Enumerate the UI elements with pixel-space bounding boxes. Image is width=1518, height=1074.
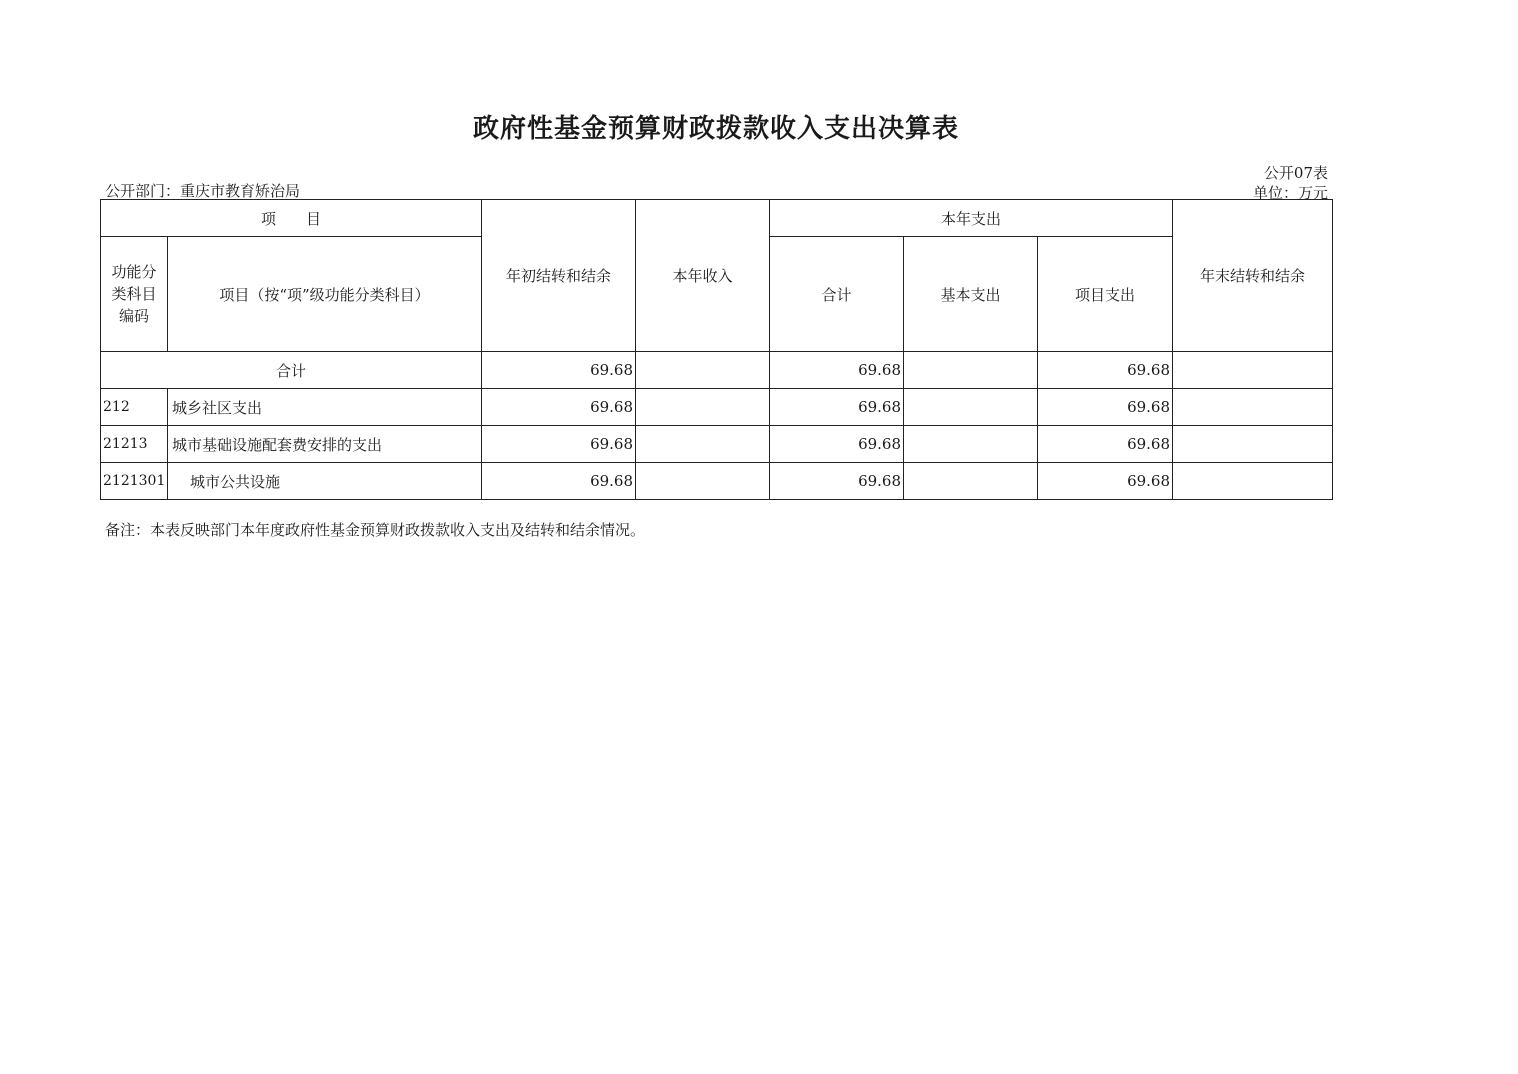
- total-basic: [904, 352, 1038, 389]
- total-label: 合计: [101, 352, 482, 389]
- header-begin-balance: 年初结转和结余: [482, 200, 636, 352]
- department-label: 公开部门：重庆市教育矫治局: [105, 182, 301, 200]
- row-end-balance: [1173, 389, 1333, 426]
- row-begin-balance: 69.68: [482, 463, 636, 500]
- table-row-total: [101, 352, 1333, 389]
- row-basic: [904, 426, 1038, 463]
- row-total: 69.68: [770, 463, 904, 500]
- total-income: [636, 352, 770, 389]
- row-name: 城市公共设施: [168, 463, 482, 500]
- header-project-exp: 项目支出: [1038, 237, 1173, 352]
- header-end-balance: 年末结转和结余: [1173, 200, 1333, 352]
- row-project-exp: 69.68: [1038, 389, 1173, 426]
- row-begin-balance: 69.68: [482, 426, 636, 463]
- unit-label: 单位：万元: [1252, 184, 1328, 202]
- total-begin-balance: 69.68: [482, 352, 636, 389]
- row-basic: [904, 463, 1038, 500]
- row-begin-balance: 69.68: [482, 389, 636, 426]
- header-expenditure: 本年支出: [770, 200, 1173, 237]
- header-basic: 基本支出: [904, 237, 1038, 352]
- table-row: [101, 389, 1333, 426]
- row-code: 212: [101, 389, 168, 426]
- table-row: [101, 463, 1333, 500]
- header-income: 本年收入: [636, 200, 770, 352]
- row-total: 69.68: [770, 426, 904, 463]
- header-code: 功能分类科目编码: [101, 237, 168, 352]
- footnote: 备注：本表反映部门本年度政府性基金预算财政拨款收入支出及结转和结余情况。: [105, 521, 646, 539]
- row-end-balance: [1173, 463, 1333, 500]
- row-total: 69.68: [770, 389, 904, 426]
- report-title: 政府性基金预算财政拨款收入支出决算表: [472, 114, 959, 144]
- row-income: [636, 389, 770, 426]
- total-total: 69.68: [770, 352, 904, 389]
- budget-table: [100, 199, 1333, 500]
- header-project: 项 目: [101, 200, 482, 237]
- table-row: [101, 426, 1333, 463]
- row-project-exp: 69.68: [1038, 463, 1173, 500]
- table-number: 公开07表: [1263, 164, 1328, 182]
- header-total: 合计: [770, 237, 904, 352]
- row-basic: [904, 389, 1038, 426]
- total-project-exp: 69.68: [1038, 352, 1173, 389]
- row-name: 城乡社区支出: [168, 389, 482, 426]
- row-income: [636, 426, 770, 463]
- row-name: 城市基础设施配套费安排的支出: [168, 426, 482, 463]
- total-end-balance: [1173, 352, 1333, 389]
- row-project-exp: 69.68: [1038, 426, 1173, 463]
- row-code: 21213: [101, 426, 168, 463]
- row-end-balance: [1173, 426, 1333, 463]
- header-project-name: 项目（按“项”级功能分类科目）: [168, 237, 482, 352]
- row-income: [636, 463, 770, 500]
- row-code: 2121301: [101, 463, 168, 500]
